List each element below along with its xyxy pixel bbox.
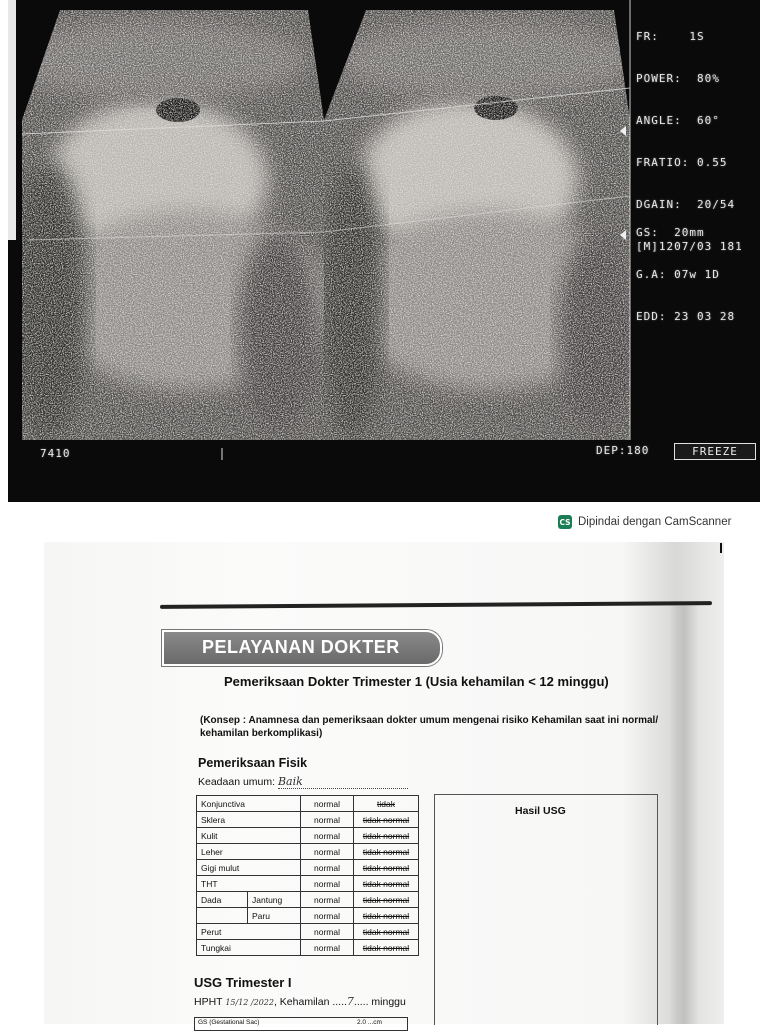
right-scan-pane	[308, 0, 638, 450]
scan-edge-mark	[720, 543, 722, 553]
exam-normal: normal	[301, 908, 354, 924]
exam-tidak-normal: tidak normal	[354, 812, 419, 828]
exam-normal: normal	[301, 924, 354, 940]
exam-label: Konjunctiva	[197, 796, 301, 812]
camscanner-watermark	[558, 511, 758, 533]
measure-line: GS: 20mm	[636, 226, 705, 239]
param-line: [M]1207/03 181	[636, 240, 743, 253]
exam-normal: normal	[301, 844, 354, 860]
frame-counter: 7410	[40, 447, 71, 460]
param-line: DGAIN: 20/54	[636, 198, 736, 211]
focus-marker-icon	[620, 126, 626, 136]
exam-normal: normal	[301, 860, 354, 876]
exam-tidak-normal: tidak normal	[354, 908, 419, 924]
hasil-usg-label: Hasil USG	[515, 805, 566, 817]
table-row	[197, 796, 419, 812]
kehamilan-unit: ..... minggu	[353, 996, 406, 1008]
exam-normal: normal	[301, 796, 354, 812]
exam-label	[197, 908, 248, 924]
exam-tidak-normal: tidak normal	[354, 876, 419, 892]
keadaan-value: Baik	[278, 775, 408, 789]
depth-readout: DEP:180	[596, 444, 650, 457]
table-row	[197, 908, 419, 924]
exam-tidak-normal: tidak normal	[354, 844, 419, 860]
keadaan-umum-line	[198, 775, 408, 789]
hpht-value: 15/12 /2022	[225, 998, 274, 1007]
exam-tidak-normal: tidak normal	[354, 860, 419, 876]
exam-tidak-normal: tidak normal	[354, 924, 419, 940]
form-subtitle: Pemeriksaan Dokter Trimester 1 (Usia kehamilan < 12 minggu)	[224, 674, 609, 689]
exam-tidak-normal: tidak normal	[354, 828, 419, 844]
table-row	[197, 844, 419, 860]
exam-tidak-normal: tidak normal	[354, 940, 419, 956]
param-line: ANGLE: 60°	[636, 114, 720, 127]
camscanner-label: Dipindai dengan CamScanner	[578, 516, 732, 528]
exam-label: Sklera	[197, 812, 301, 828]
table-row	[197, 828, 419, 844]
physical-exam-table	[196, 795, 419, 956]
measurement-readout	[636, 198, 735, 352]
kehamilan-label: , Kehamilan .....	[273, 996, 347, 1008]
header-rule	[160, 601, 712, 609]
exam-tidak-normal: tidak	[354, 796, 419, 812]
exam-normal: normal	[301, 812, 354, 828]
konsep-note: (Konsep : Anamnesa dan pemeriksaan dokter umum mengenai risiko Kehamilan saat ini normal/ kehamilan berkomplikasi)	[200, 715, 659, 739]
ultrasound-image	[8, 0, 760, 502]
exam-label: Leher	[197, 844, 301, 860]
gs-value: 2.0 ...cm	[357, 1019, 382, 1026]
hpht-label: HPHT	[194, 996, 226, 1008]
measure-line: EDD: 23 03 28	[636, 310, 736, 323]
table-row	[197, 812, 419, 828]
focus-marker-icon	[620, 230, 626, 240]
pemeriksaan-fisik-heading: Pemeriksaan Fisik	[198, 756, 308, 770]
exam-label: Perut	[197, 924, 301, 940]
exam-label: Tungkai	[197, 940, 301, 956]
exam-tidak-normal: tidak normal	[354, 892, 419, 908]
table-row	[197, 924, 419, 940]
section-banner	[162, 630, 442, 666]
scanned-form-page	[44, 542, 724, 1024]
exam-label: Kulit	[197, 828, 301, 844]
page-fold-shadow	[669, 602, 699, 1024]
table-row	[197, 876, 419, 892]
exam-normal: normal	[301, 940, 354, 956]
left-scan-pane	[8, 0, 338, 450]
freeze-indicator: FREEZE	[674, 443, 756, 460]
exam-label: Dada	[197, 892, 248, 908]
param-line: FR: 1S	[636, 30, 705, 43]
banner-title: PELAYANAN DOKTER	[202, 637, 400, 657]
exam-normal: normal	[301, 892, 354, 908]
param-line: FRATIO: 0.55	[636, 156, 728, 169]
table-row	[197, 940, 419, 956]
table-row	[197, 860, 419, 876]
usg-trimester-heading: USG Trimester I	[194, 975, 292, 990]
gs-label: GS (Gestational Sac)	[198, 1019, 260, 1026]
table-row	[197, 892, 419, 908]
exam-label: Gigi mulut	[197, 860, 301, 876]
camscanner-logo-icon: CS	[558, 515, 572, 529]
measure-line: G.A: 07w 1D	[636, 268, 720, 281]
hasil-usg-box	[434, 794, 658, 1025]
exam-label: THT	[197, 876, 301, 892]
exam-normal: normal	[301, 828, 354, 844]
exam-normal: normal	[301, 876, 354, 892]
param-line: POWER: 80%	[636, 72, 720, 85]
exam-sublabel: Jantung	[248, 892, 301, 908]
gs-row	[194, 1017, 408, 1031]
exam-sublabel: Paru	[248, 908, 301, 924]
hpht-line	[194, 995, 406, 1008]
kehamilan-value: 7	[346, 995, 354, 1008]
keadaan-label: Keadaan umum:	[198, 776, 278, 788]
